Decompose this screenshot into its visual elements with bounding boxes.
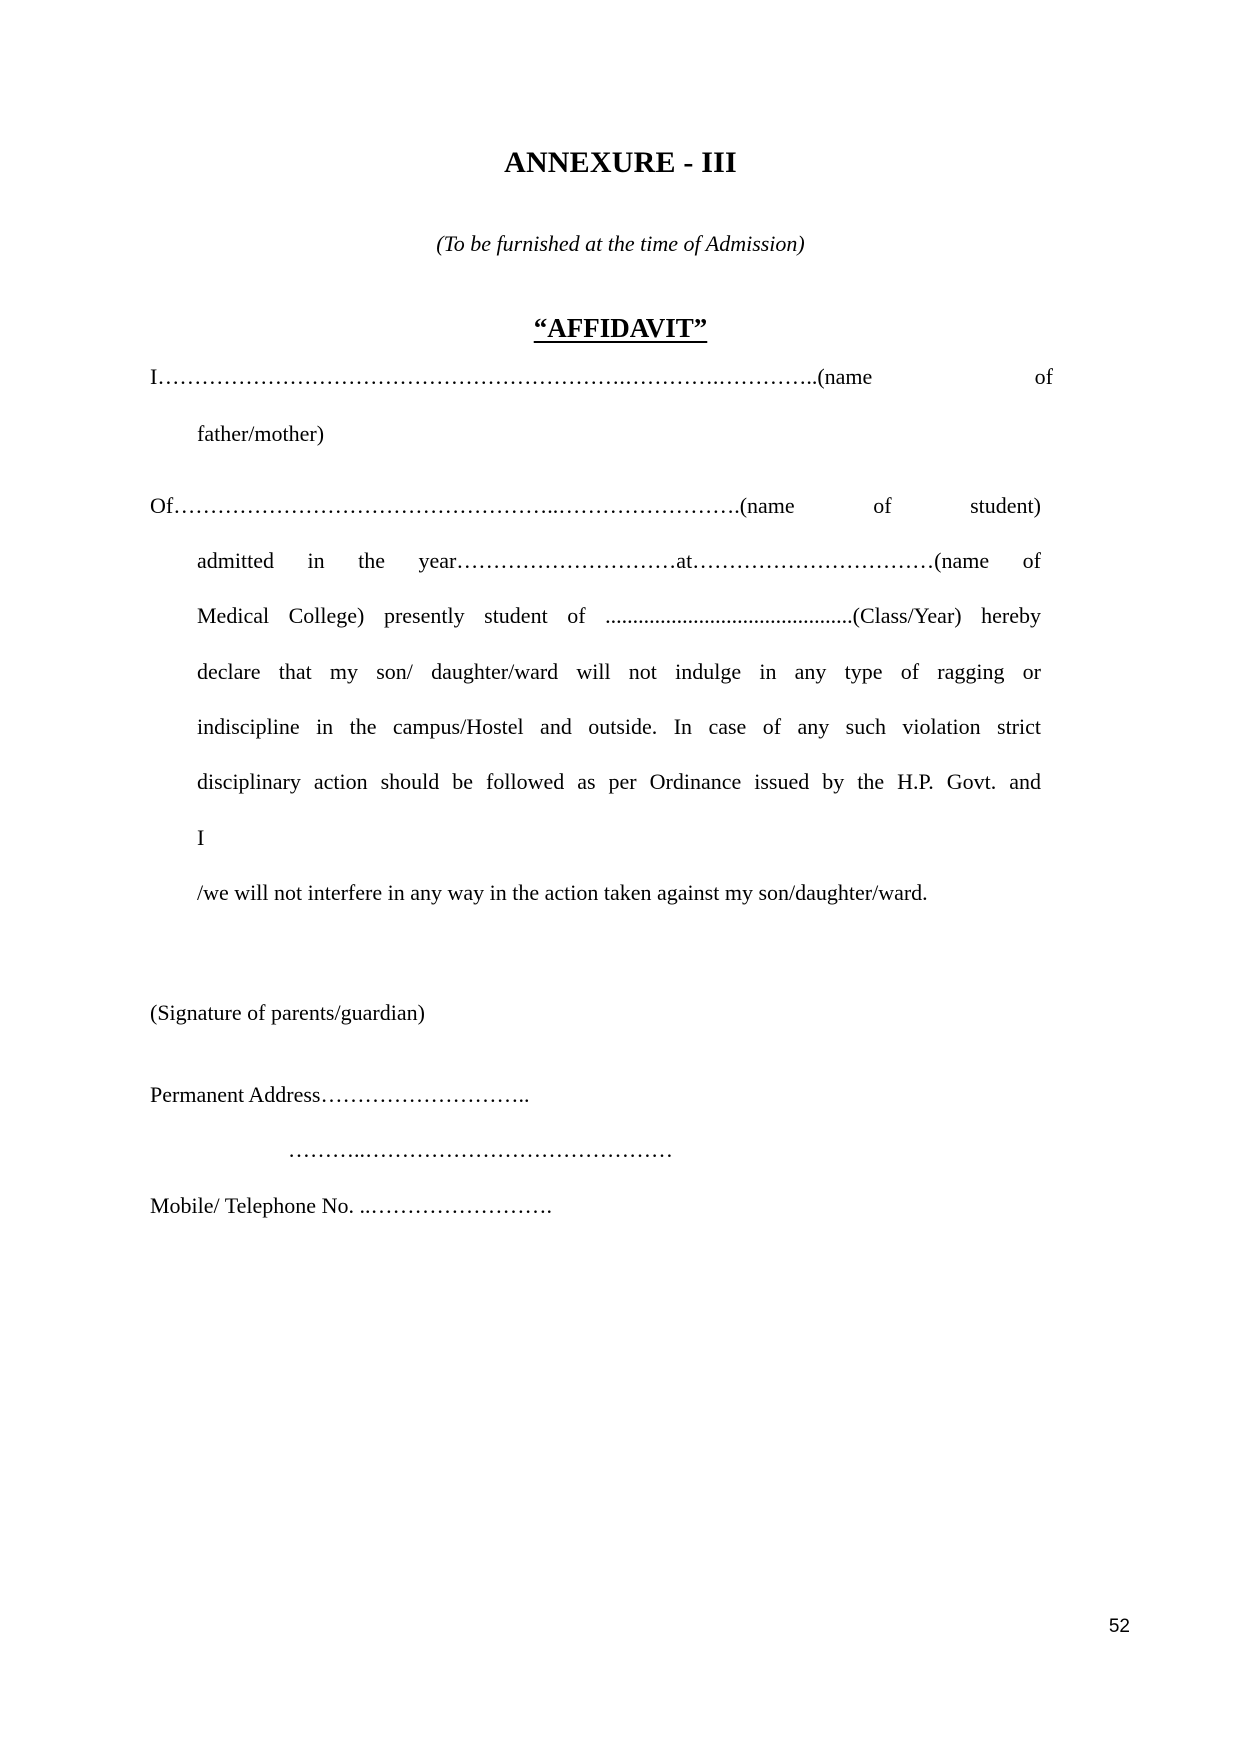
phone-label: Mobile/ Telephone No. ..……………………. (150, 1193, 552, 1218)
declaration-line-9: I (197, 825, 205, 850)
annexure-title: ANNEXURE - III (504, 146, 737, 179)
permanent-address-label: Permanent Address……………………….. (150, 1082, 530, 1107)
student-name-caption: student) (970, 493, 1041, 518)
student-name-line (150, 492, 1041, 520)
parent-name-blank: I……………………………………………………….………….…………..(name (150, 364, 873, 389)
admission-year-college-blank: year…………………………at……………………………(name (418, 548, 990, 573)
student-name-blank: Of……………………………………………..…………………….(name (150, 493, 795, 518)
declaration-line-6: declare that my son/ daughter/ward will not indulge in any type of ragging or (197, 659, 1041, 684)
admission-word-3: the (358, 548, 385, 573)
parent-name-line (150, 363, 1053, 391)
declaration-line-7: indiscipline in the campus/Hostel and outside. In case of any such violation strict (197, 714, 1041, 739)
signature-label: (Signature of parents/guardian) (150, 1000, 425, 1025)
permanent-address-blank: ………..…………………………………… (288, 1137, 673, 1162)
admission-year-line (197, 547, 1041, 575)
declaration-line-8: disciplinary action should be followed as per Ordinance issued by the H.P. Govt. and (197, 769, 1041, 794)
affidavit-heading: “AFFIDAVIT” (533, 313, 708, 343)
student-name-of: of (873, 493, 892, 518)
admission-word-1: admitted (197, 548, 274, 573)
page-number: 52 (1108, 1616, 1130, 1637)
parent-name-caption: father/mother) (197, 421, 325, 446)
parent-name-of: of (1034, 364, 1053, 389)
annexure-subtitle: (To be furnished at the time of Admission) (436, 231, 805, 256)
admission-word-2: in (307, 548, 325, 573)
class-year-line: Medical College) presently student of .............................................(Class/Year) hereby (197, 603, 1041, 628)
declaration-line-10: /we will not interfere in any way in the action taken against my son/daughter/ward. (197, 880, 928, 905)
admission-word-of: of (1022, 548, 1041, 573)
